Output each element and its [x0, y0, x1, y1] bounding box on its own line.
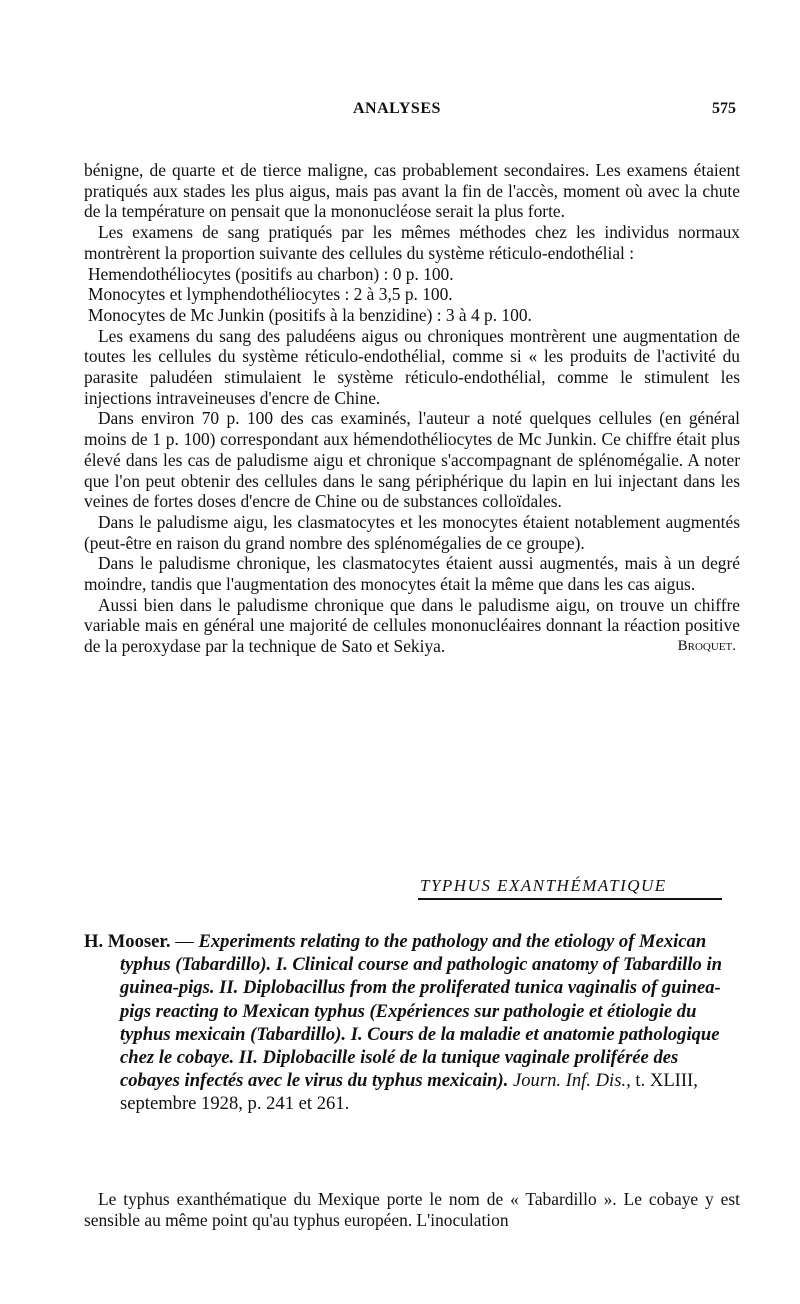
page-header — [0, 100, 800, 124]
reference-journal: Journ. Inf. Dis., — [513, 1070, 631, 1092]
author-signature: Broquet. — [677, 638, 736, 655]
section-heading: TYPHUS EXANTHÉMATIQUE — [420, 876, 667, 895]
paragraph: Le typhus exanthématique du Mexique porte le nom de « Tabardillo ». Le cobaye y est sensible au même point qu'au typhus européen. L'inoculation — [84, 1189, 740, 1230]
paragraph: Dans le paludisme chronique, les clasmatocytes étaient aussi augmentés, mais à un degré moindre, tandis que l'augmentation des monocytes était la même que dans les cas aigus. — [84, 553, 740, 595]
paragraph: Les examens de sang pratiqués par les mêmes méthodes chez les individus normaux montrèrent la proportion suivante des cellules du système réticulo-endothélial : — [84, 222, 740, 263]
reference-citation: t. XLIII, septembre 1928, p. 241 et 261. — [120, 1070, 698, 1115]
bibliographic-reference — [84, 930, 740, 1116]
paragraph: Dans environ 70 p. 100 des cas examinés, l'auteur a noté quelques cellules (en général moins de 1 p. 100) correspondant aux hémendothéliocytes de Mc Junkin. Ce chiffre était plus élevé dans les cas de paludisme aigu et chronique s'accompagnant de splénomégalie. A noter que l'on peut obtenir des cellules dans le sang périphérique du lapin en lui injectant dans les veines de fortes doses d'encre de Chine ou de substances colloïdales. — [84, 408, 740, 512]
paragraph: Dans le paludisme aigu, les clasmatocytes et les monocytes étaient notablement augmentés (peut-être en raison du grand nombre des splénomégalies de ce groupe). — [84, 511, 740, 553]
reference-entry — [84, 930, 740, 1116]
reference-dash: — — [170, 931, 199, 952]
reference-author: H. Mooser. — [84, 931, 171, 952]
closing-text — [84, 1189, 740, 1230]
paragraph: bénigne, de quarte et de tierce maligne, cas probablement secondaires. Les examens étaient pratiqués aux stades les plus aigus, mais pas avant la fin de l'accès, moment où avec la chute de la température on pensait que la mononucléose serait la plus forte. — [84, 160, 740, 222]
paragraph: Aussi bien dans le paludisme chronique que dans le paludisme aigu, on trouve un chiffre variable mais en général une majorité de cellules mononucléaires donnant la réaction positive de la peroxydase par la technique de Sato et Sekiya. — [84, 594, 740, 657]
running-title: ANALYSES — [353, 100, 441, 117]
paragraph: Les examens du sang des paludéens aigus ou chroniques montrèrent une augmentation de toutes les cellules du système réticulo-endothélial, comme si « les produits de l'activité du parasite paludéen stimulaient le système réticulo-endothélial, comme le stimulent les injections intraveineuses d'encre de Chine. — [84, 325, 740, 408]
analysis-body — [84, 160, 740, 657]
section-rule — [418, 898, 722, 900]
cell-count-item: Hemendothéliocytes (positifs au charbon) : 0 p. 100. — [88, 263, 454, 284]
cell-count-item: Monocytes et lymphendothéliocytes : 2 à 3,5 p. 100. — [88, 284, 453, 305]
page-number: 575 — [712, 100, 736, 117]
cell-count-item: Monocytes de Mc Junkin (positifs à la benzidine) : 3 à 4 p. 100. — [88, 304, 532, 325]
reference-title: Experiments relating to the pathology and the etiology of Mexican typhus (Tabardillo). I. Clinical course and pathologic anatomy of Tabardillo in guinea-pigs. II. Diplobacillus from the proliferated tunica vaginalis of guinea-pigs reacting to Mexican typhus (Expériences sur pathologie et étiologie du typhus mexicain (Tabardillo). I. Cours de la maladie et anatomie pathologique chez le cobaye. II. Diplobacille isolé de la tunique vaginale proliférée des cobayes infectés avec le virus du typhus mexicain). — [120, 931, 722, 1092]
